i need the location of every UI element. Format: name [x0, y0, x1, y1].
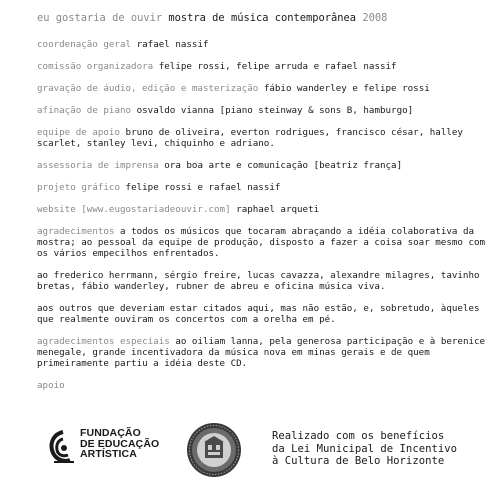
special-thanks-paragraph [37, 336, 487, 369]
credit-coordenacao [37, 39, 487, 50]
municipal-seal-icon [186, 422, 242, 478]
credit-value: fábio wanderley e felipe rossi [263, 83, 430, 94]
credit-label: gravação de áudio, edição e masterização [37, 83, 259, 94]
title-main: mostra de música contemporânea [168, 12, 357, 24]
credit-value: felipe rossi e rafael nassif [125, 182, 281, 193]
credit-label: comissão organizadora [37, 61, 154, 72]
special-thanks-label: agradecimentos especiais [37, 336, 170, 347]
title-year: 2008 [362, 12, 388, 24]
fundacao-swirl-icon [48, 430, 78, 466]
fundacao-line-1: FUNDAÇÃO [80, 427, 141, 439]
fundacao-educacao-artistica-logo [48, 428, 178, 468]
credit-label: projeto gráfico [37, 182, 120, 193]
credit-equipe [37, 127, 487, 149]
lei-incentivo-text [272, 430, 457, 468]
fundacao-line-2: DE EDUCAÇÃO [80, 437, 160, 450]
credit-website [37, 204, 487, 215]
lei-line-1: Realizado com os benefícios [272, 430, 445, 442]
credit-label: coordenação geral [37, 39, 132, 50]
thanks-text: a todos os músicos que tocaram abraçando a idéia colaborativa da mostra; ao pessoal da equipe de produção, disposto a fazer a coisa soar mesmo com os vários empecilhos enfrentados. [37, 226, 486, 259]
credit-comissao [37, 61, 487, 72]
special-thanks-text: ao oiliam lanna, pela generosa participação e à berenice menegale, grande incentivadora da música nova em minas gerais e de quem primeiramente partiu a idéia deste CD. [37, 336, 486, 369]
thanks-paragraph [37, 226, 487, 259]
lei-line-2: da Lei Municipal de Incentivo [272, 442, 457, 455]
credit-assessoria [37, 160, 487, 171]
credit-label: afinação de piano [37, 105, 132, 116]
fundacao-text [80, 428, 159, 460]
apoio-label: apoio [37, 380, 65, 391]
credit-value: osvaldo vianna [piano steinway & sons B, hamburgo] [136, 105, 414, 116]
fundacao-line-3: ARTÍSTICA [80, 448, 137, 460]
credit-value: raphael arqueti [236, 204, 320, 215]
credit-value: ora boa arte e comunicação [beatriz frança] [164, 160, 403, 171]
credit-gravacao [37, 83, 487, 94]
thanks-others: aos outros que deveriam estar citados aqui, mas não estão, e, sobretudo, àqueles que realmente ouviram os concertos com a orelha em pé. [37, 303, 480, 325]
credit-value: bruno de oliveira, everton rodrigues, francisco césar, halley scarlet, stanley levi, chiquinho e adriano. [37, 127, 463, 149]
credits-page [37, 12, 487, 399]
credit-value: rafael nassif [136, 39, 209, 50]
sponsor-logos [48, 422, 488, 480]
credit-projeto [37, 182, 487, 193]
credit-label: website [www.eugostariadeouvir.com] [37, 204, 231, 215]
lei-line-3: à Cultura de Belo Horizonte [272, 455, 445, 467]
title-prefix: eu gostaria de ouvir [37, 12, 163, 24]
credit-label: equipe de apoio [37, 127, 120, 138]
credit-label: assessoria de imprensa [37, 160, 159, 171]
credit-afinacao [37, 105, 487, 116]
page-title [37, 12, 487, 25]
thanks-label: agradecimentos [37, 226, 115, 237]
thanks-names: ao frederico herrmann, sérgio freire, lucas cavazza, alexandre milagres, tavinho bretas, fábio wanderley, rubner de abreu e oficina música viva. [37, 270, 480, 292]
credit-value: felipe rossi, felipe arruda e rafael nassif [158, 61, 397, 72]
